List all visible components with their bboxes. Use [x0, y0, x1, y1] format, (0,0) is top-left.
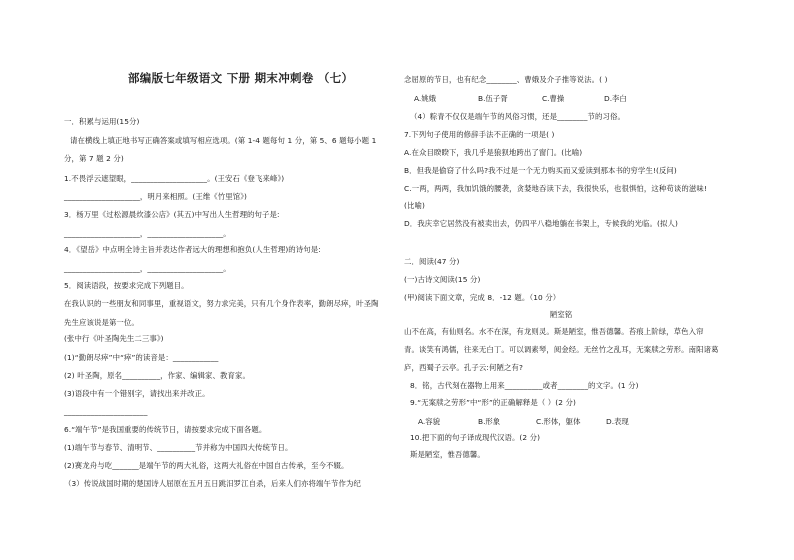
subsection-heading: (一)古诗文阅读(15 分): [404, 275, 481, 284]
choice-c: C.曹操: [542, 94, 565, 103]
question-10: 10.把下面的句子译成现代汉语。(2 分): [410, 433, 541, 442]
section-heading: 一．积累与运用(15分): [64, 117, 140, 126]
translation-sentence: 斯是陋室，惟吾德馨。: [410, 450, 485, 459]
passage-line: 在我认识的一些朋友和同事里，重视语文，努力求完美，只有几个身作表率，勤朗尽瘁，叶圣陶: [64, 299, 379, 308]
instructions-cont: 分，第 7 题 2 分): [64, 154, 124, 163]
question-6-1: (1)端午节与春节、清明节、__________节并称为中国四大传统节日。: [64, 443, 293, 452]
answer-blank: ____________________，____________________。: [64, 264, 231, 273]
option-c: C.一两，两两，我加饥饿的腰袭，贪婪地吞读下去，我很快乐，也很惧怕，这种苟谈的滋味!: [404, 184, 707, 193]
question-6-4: （4）粽青不仅仅是端午节的风俗习惯，还是________节的习俗。: [410, 112, 625, 121]
question-6-3: （3）传说战国时期的楚国诗人屈原在五月五日跳汨罗江自杀，后来人们亦将端午节作为纪: [64, 479, 361, 488]
question-9: 9.“无案牍之劳形”中“形”的正确解释是（ ）(2 分): [410, 398, 576, 407]
passage-title: 陋室铭: [550, 310, 573, 319]
question-1: 1.不畏浮云遮望眼，____________________。(王安石《登飞来峰》): [64, 174, 285, 183]
option-d: D．我庆幸它居然没有被卖出去，仍四平八稳地躺在书架上，专候我的光临。(拟人): [404, 219, 678, 228]
passage-source: (张中行《叶圣陶先生二三事》): [64, 334, 164, 343]
passage-line: 先生应该说是第一位。: [64, 318, 139, 327]
passage-line: 青。谈笑有鸿儒，往来无白丁。可以调素琴，阅金经。无丝竹之乱耳，无案牍之劳形。南阳诸葛: [404, 345, 719, 354]
choice-d: D.李白: [604, 94, 627, 103]
question-5-1: (1)“勤朗尽瘁”中“瘁”的读音是：____________: [64, 353, 219, 362]
passage-line: 庐，西蜀子云亭。孔子云:何陋之有?: [404, 363, 523, 372]
question-5: 5．阅读语段，按要求完成下列题目。: [64, 281, 189, 290]
answer-blank: ______________________: [64, 407, 148, 416]
section-heading: 二．阅读(47 分): [404, 257, 460, 266]
choice-b: B.形象: [478, 417, 501, 426]
question-7: 7.下列句子使用的修辞手法不正确的一项是( ): [404, 130, 555, 139]
question-6-2: (2)赛龙舟与吃_______是端午节的两大礼俗，这两大礼俗在中国自古传承，至今不辍。: [64, 461, 349, 470]
question-3: 3．杨万里《过松源晨炊漆公店》(其五)中写出人生哲理的句子是:: [64, 210, 280, 219]
option-b: B．但我是偷窃了什么吗?我不过是一个无力购买而又爱读到那本书的穷学生!(反问): [404, 166, 677, 175]
choice-a: A.容貌: [418, 417, 441, 426]
question-6: 6.“端午节”是我国重要的传统节日，请按要求完成下面各题。: [64, 425, 267, 434]
choice-a: A.姚娥: [414, 94, 437, 103]
option-c-cont: (比喻): [404, 201, 425, 210]
question-2: ____________________，明月来相照。(王维《竹里馆》): [64, 192, 248, 201]
choice-d: D.表现: [606, 417, 629, 426]
answer-blank: ____________________，____________________。: [64, 229, 231, 238]
passage-line: 山不在高，有仙则名。水不在深，有龙则灵。斯是陋室，惟吾德馨。苔痕上阶绿，草色入帘: [404, 327, 704, 336]
option-a: A.在众目睽睽下，我几乎是狼狈地跨出了窗门。(比喻): [404, 148, 583, 157]
page-title: 部编版七年级语文 下册 期末冲刺卷 （七）: [128, 71, 354, 85]
subsection-instructions: (甲)阅读下面文章，完成 8．-12 题。（10 分）: [404, 293, 561, 302]
question-5-2: (2) 叶圣陶，原名__________，作家、编辑家、教育家。: [64, 371, 251, 380]
question-4: 4．《望岳》中点明全诗主旨并表达作者远大的理想和抱负(人生哲理)的诗句是:: [64, 245, 321, 254]
question-6-3-cont: 念屈原的节日，也有纪念________、曹娥及介子推等说法。( ): [404, 75, 608, 84]
instructions: 请在横线上填正地书写正确答案或填写相应选项。(第 1-4 题每句 1 分，第 5、6 题每小题 1: [70, 136, 377, 145]
question-8: 8．铭，古代刻在器物上用来__________或者________的文字。(1 分): [410, 381, 639, 390]
choice-c: C.形体，躯体: [536, 417, 581, 426]
question-5-3: (3)语段中有一个错别字，请找出来并改正。: [64, 389, 210, 398]
choice-b: B.伍子胥: [478, 94, 508, 103]
